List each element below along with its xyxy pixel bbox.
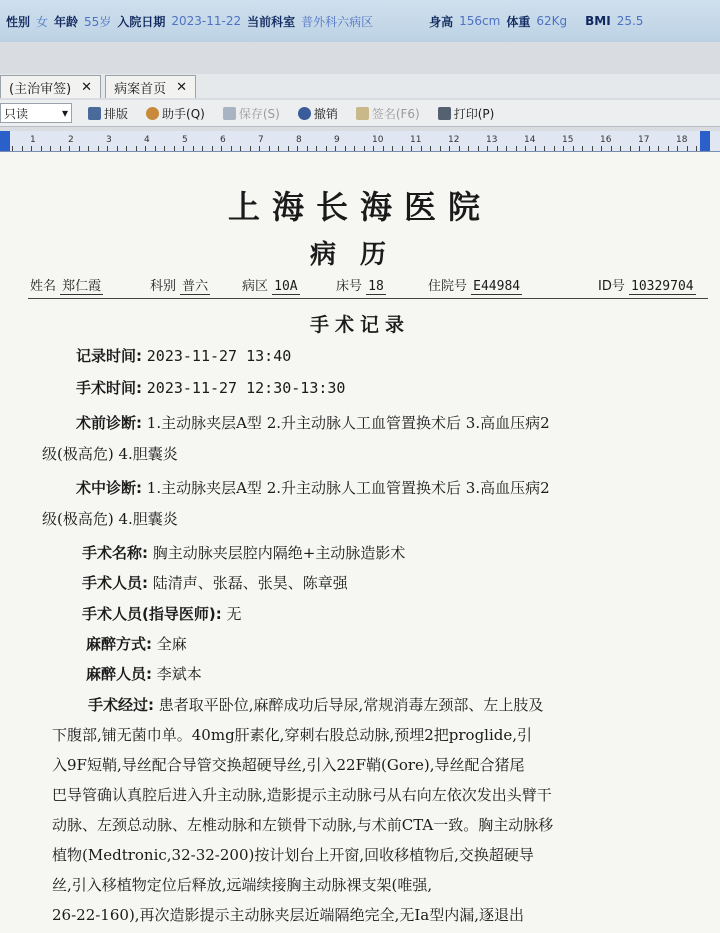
bmi-label: BMI <box>585 14 611 28</box>
ruler-minor-tick <box>592 146 593 151</box>
ruler-tick-label: 17 <box>638 135 650 145</box>
ruler-minor-tick <box>345 146 346 151</box>
record-time-value: 2023-11-27 13:40 <box>146 347 292 365</box>
intra-diagnosis-text: 1.主动脉夹层A型 2.升主动脉人工血管置换术后 3.高血压病2 <box>146 479 550 497</box>
sign-icon <box>356 107 369 120</box>
intra-diagnosis-line <box>76 477 550 498</box>
ruler-tick-label: 9 <box>334 135 340 145</box>
ruler-minor-tick <box>250 146 251 151</box>
ruler-minor-tick <box>240 146 241 151</box>
ruler-tick-label: 1 <box>30 135 36 145</box>
ruler-minor-tick <box>316 146 317 151</box>
ruler-tick-label: 8 <box>296 135 302 145</box>
ruler[interactable] <box>0 131 720 152</box>
op-time-value: 2023-11-27 12:30-13:30 <box>146 379 346 397</box>
ruler-minor-tick <box>288 146 289 151</box>
ruler-minor-tick <box>554 146 555 151</box>
document-tabs <box>0 74 720 98</box>
ruler-minor-tick <box>468 146 469 151</box>
anes-method-label: 麻醉方式: <box>86 635 152 653</box>
ruler-minor-tick <box>601 146 602 151</box>
op-name-label: 手术名称: <box>82 544 148 562</box>
pre-diagnosis-line-2: 级(极高危) 4.胆囊炎 <box>42 445 178 463</box>
op-name-line <box>82 542 405 563</box>
ruler-minor-tick <box>98 146 99 151</box>
patient-info-bar <box>0 0 720 42</box>
undo-button[interactable] <box>298 105 338 122</box>
ruler-minor-tick <box>269 146 270 151</box>
pre-diagnosis-line <box>76 412 550 433</box>
ruler-minor-tick <box>383 146 384 151</box>
ruler-minor-tick <box>136 146 137 151</box>
op-name-value: 胸主动脉夹层腔内隔绝+主动脉造影术 <box>152 544 406 562</box>
assistant-icon <box>146 107 159 120</box>
ruler-minor-tick <box>183 146 184 151</box>
ruler-minor-tick <box>364 146 365 151</box>
ruler-tick-label: 11 <box>410 135 422 145</box>
admit-date-value: 2023-11-22 <box>171 14 242 28</box>
dept-value: 普外科六病区 <box>301 14 374 29</box>
admit-date-label: 入院日期 <box>117 14 166 29</box>
ruler-minor-tick <box>630 146 631 151</box>
printer-icon <box>438 107 451 120</box>
ruler-minor-tick <box>22 146 23 151</box>
ruler-tick-label: 5 <box>182 135 188 145</box>
ward-label: 科别 <box>150 279 177 294</box>
ruler-minor-tick <box>212 146 213 151</box>
ruler-minor-tick <box>620 146 621 151</box>
patient-info-row <box>30 275 710 295</box>
ruler-minor-tick <box>164 146 165 151</box>
bed-value: 18 <box>368 279 384 294</box>
weight-label: 体重 <box>506 14 531 29</box>
tab-case-front-page[interactable] <box>105 75 196 98</box>
ruler-tick-label: 13 <box>486 135 498 145</box>
ruler-minor-tick <box>31 146 32 151</box>
bmi-value: 25.5 <box>616 14 644 28</box>
guide-line <box>82 603 242 624</box>
weight-value: 62Kg <box>536 14 568 28</box>
tab-label: (主治审签) <box>9 81 72 97</box>
close-icon[interactable]: ✕ <box>176 79 187 95</box>
ruler-minor-tick <box>41 146 42 151</box>
intra-diagnosis-line-2: 级(极高危) 4.胆囊炎 <box>42 510 178 528</box>
ruler-minor-tick <box>202 146 203 151</box>
height-value: 156cm <box>459 14 501 28</box>
save-icon <box>223 107 236 120</box>
surgeons-line <box>82 572 348 593</box>
ruler-minor-tick <box>373 146 374 151</box>
ruler-minor-tick <box>392 146 393 151</box>
ward-value: 普六 <box>182 279 209 294</box>
ruler-minor-tick <box>50 146 51 151</box>
undo-icon <box>298 107 311 120</box>
ruler-tick-label: 2 <box>68 135 74 145</box>
save-label: 保存(S) <box>238 106 280 121</box>
ruler-minor-tick <box>107 146 108 151</box>
close-icon[interactable]: ✕ <box>81 79 93 95</box>
gender-value: 女 <box>36 14 49 29</box>
name-value: 郑仁霞 <box>62 279 102 294</box>
document-page <box>0 152 720 933</box>
ruler-minor-tick <box>497 146 498 151</box>
process-line-2: 下腹部,铺无菌巾单。40mg肝素化,穿刺右股总动脉,预埋2把proglide,引 <box>52 726 533 744</box>
id-value: 10329704 <box>631 279 694 294</box>
ruler-minor-tick <box>668 146 669 151</box>
pre-diagnosis-label: 术前诊断: <box>76 414 142 432</box>
ruler-minor-tick <box>506 146 507 151</box>
process-line-1 <box>88 694 543 715</box>
ruler-minor-tick <box>174 146 175 151</box>
layout-button[interactable] <box>88 105 128 122</box>
ruler-scale <box>0 131 720 151</box>
undo-label: 撤销 <box>313 106 338 121</box>
anes-staff-label: 麻醉人员: <box>86 665 152 683</box>
process-line-4: 巴导管确认真腔后进入升主动脉,造影提示主动脉弓从右向左依次发出头臂干 <box>52 786 552 804</box>
process-label: 手术经过: <box>88 696 154 714</box>
tab-attending-review[interactable] <box>0 75 101 98</box>
intra-diagnosis-label: 术中诊断: <box>76 479 142 497</box>
ruler-minor-tick <box>582 146 583 151</box>
ruler-minor-tick <box>193 146 194 151</box>
mode-select[interactable] <box>0 103 72 123</box>
layout-icon <box>88 107 101 120</box>
ruler-minor-tick <box>639 146 640 151</box>
age-label: 年龄 <box>54 14 79 29</box>
ruler-tick-label: 14 <box>524 135 536 145</box>
ruler-minor-tick <box>12 146 13 151</box>
guide-label: 手术人员(指导医师): <box>82 605 222 623</box>
ruler-minor-tick <box>155 146 156 151</box>
admission-value: E44984 <box>473 279 521 294</box>
ruler-minor-tick <box>60 146 61 151</box>
ruler-minor-tick <box>326 146 327 151</box>
ruler-tick-label: 4 <box>144 135 150 145</box>
anes-staff-line <box>86 663 202 684</box>
mode-value: 只读 <box>4 106 29 121</box>
ruler-minor-tick <box>487 146 488 151</box>
ruler-minor-tick <box>421 146 422 151</box>
bed-label: 床号 <box>336 279 363 294</box>
section-title: 手术记录 <box>309 314 410 336</box>
ruler-minor-tick <box>649 146 650 151</box>
record-time-label: 记录时间: <box>76 347 142 365</box>
ruler-minor-tick <box>402 146 403 151</box>
process-line-7: 丝,引入移植物定位后释放,远端续接胸主动脉裸支架(唯强, <box>52 876 433 894</box>
process-line-5: 动脉、左颈总动脉、左椎动脉和左锁骨下动脉,与术前CTA一致。胸主动脉移 <box>52 816 554 834</box>
ruler-minor-tick <box>544 146 545 151</box>
ruler-minor-tick <box>459 146 460 151</box>
ruler-minor-tick <box>231 146 232 151</box>
surgeons-value: 陆清声、张磊、张昊、陈章强 <box>152 574 348 592</box>
ruler-minor-tick <box>563 146 564 151</box>
ruler-minor-tick <box>677 146 678 151</box>
hospital-name: 上海长海医院 <box>227 188 492 226</box>
op-time-label: 手术时间: <box>76 379 142 397</box>
ruler-minor-tick <box>335 146 336 151</box>
op-time-line <box>76 377 345 398</box>
ruler-minor-tick <box>478 146 479 151</box>
id-label: ID号 <box>598 279 625 294</box>
ruler-minor-tick <box>354 146 355 151</box>
ruler-minor-tick <box>69 146 70 151</box>
ruler-tick-label: 7 <box>258 135 264 145</box>
sign-button[interactable] <box>356 105 420 122</box>
ruler-minor-tick <box>117 146 118 151</box>
editor-toolbar <box>0 100 720 127</box>
ruler-minor-tick <box>535 146 536 151</box>
ruler-minor-tick <box>79 146 80 151</box>
ruler-tick-label: 16 <box>600 135 612 145</box>
assistant-button[interactable] <box>146 105 205 122</box>
surgeons-label: 手术人员: <box>82 574 148 592</box>
chevron-down-icon: ▾ <box>61 106 68 120</box>
ruler-tick-label: 15 <box>562 135 574 145</box>
pre-diagnosis-text: 1.主动脉夹层A型 2.升主动脉人工血管置换术后 3.高血压病2 <box>146 414 550 432</box>
save-button[interactable] <box>223 105 280 122</box>
tab-label: 病案首页 <box>114 81 167 97</box>
ruler-minor-tick <box>516 146 517 151</box>
ruler-minor-tick <box>449 146 450 151</box>
ruler-minor-tick <box>278 146 279 151</box>
record-time-line <box>76 345 291 366</box>
assistant-label: 助手(Q) <box>162 106 205 121</box>
area-value: 10A <box>274 279 298 294</box>
ruler-minor-tick <box>259 146 260 151</box>
sign-label: 签名(F6) <box>371 106 420 121</box>
ruler-minor-tick <box>658 146 659 151</box>
header-divider <box>28 298 708 299</box>
ruler-tick-label: 12 <box>448 135 460 145</box>
ruler-minor-tick <box>88 146 89 151</box>
ruler-minor-tick <box>687 146 688 151</box>
area-label: 病区 <box>242 279 269 294</box>
anes-method-value: 全麻 <box>156 635 187 653</box>
ruler-minor-tick <box>145 146 146 151</box>
document-type: 病历 <box>309 240 410 270</box>
ruler-minor-tick <box>611 146 612 151</box>
name-label: 姓名 <box>30 279 57 294</box>
layout-label: 排版 <box>104 106 129 121</box>
print-button[interactable] <box>438 105 495 122</box>
process-line-3: 入9F短鞘,导丝配合导管交换超硬导丝,引入22F鞘(Gore),导丝配合猪尾 <box>52 756 525 774</box>
process-line-8: 26-22-160),再次造影提示主动脉夹层近端隔绝完全,无Ia型内漏,逐退出 <box>52 906 524 924</box>
ruler-minor-tick <box>411 146 412 151</box>
ruler-minor-tick <box>307 146 308 151</box>
process-text-1: 患者取平卧位,麻醉成功后导尿,常规消毒左颈部、左上肢及 <box>158 696 544 714</box>
ruler-minor-tick <box>573 146 574 151</box>
process-line-6: 植物(Medtronic,32-32-200)按计划台上开窗,回收移植物后,交换超硬导 <box>52 846 534 864</box>
dept-label: 当前科室 <box>247 14 296 29</box>
ruler-minor-tick <box>221 146 222 151</box>
guide-value: 无 <box>226 605 242 623</box>
ruler-tick-label: 18 <box>676 135 688 145</box>
ruler-tick-label: 10 <box>372 135 384 145</box>
admission-label: 住院号 <box>428 279 468 294</box>
ruler-minor-tick <box>525 146 526 151</box>
print-label: 打印(P) <box>453 106 495 121</box>
height-label: 身高 <box>429 14 454 29</box>
ruler-minor-tick <box>126 146 127 151</box>
age-value: 55岁 <box>84 14 112 29</box>
ruler-minor-tick <box>440 146 441 151</box>
ruler-minor-tick <box>297 146 298 151</box>
ruler-minor-tick <box>696 146 697 151</box>
ruler-tick-label: 3 <box>106 135 112 145</box>
anes-method-line <box>86 633 187 654</box>
gender-label: 性别 <box>6 14 31 29</box>
ruler-minor-tick <box>430 146 431 151</box>
ruler-right-marker[interactable] <box>700 131 710 151</box>
anes-staff-value: 李斌本 <box>156 665 202 683</box>
ruler-tick-label: 6 <box>220 135 226 145</box>
